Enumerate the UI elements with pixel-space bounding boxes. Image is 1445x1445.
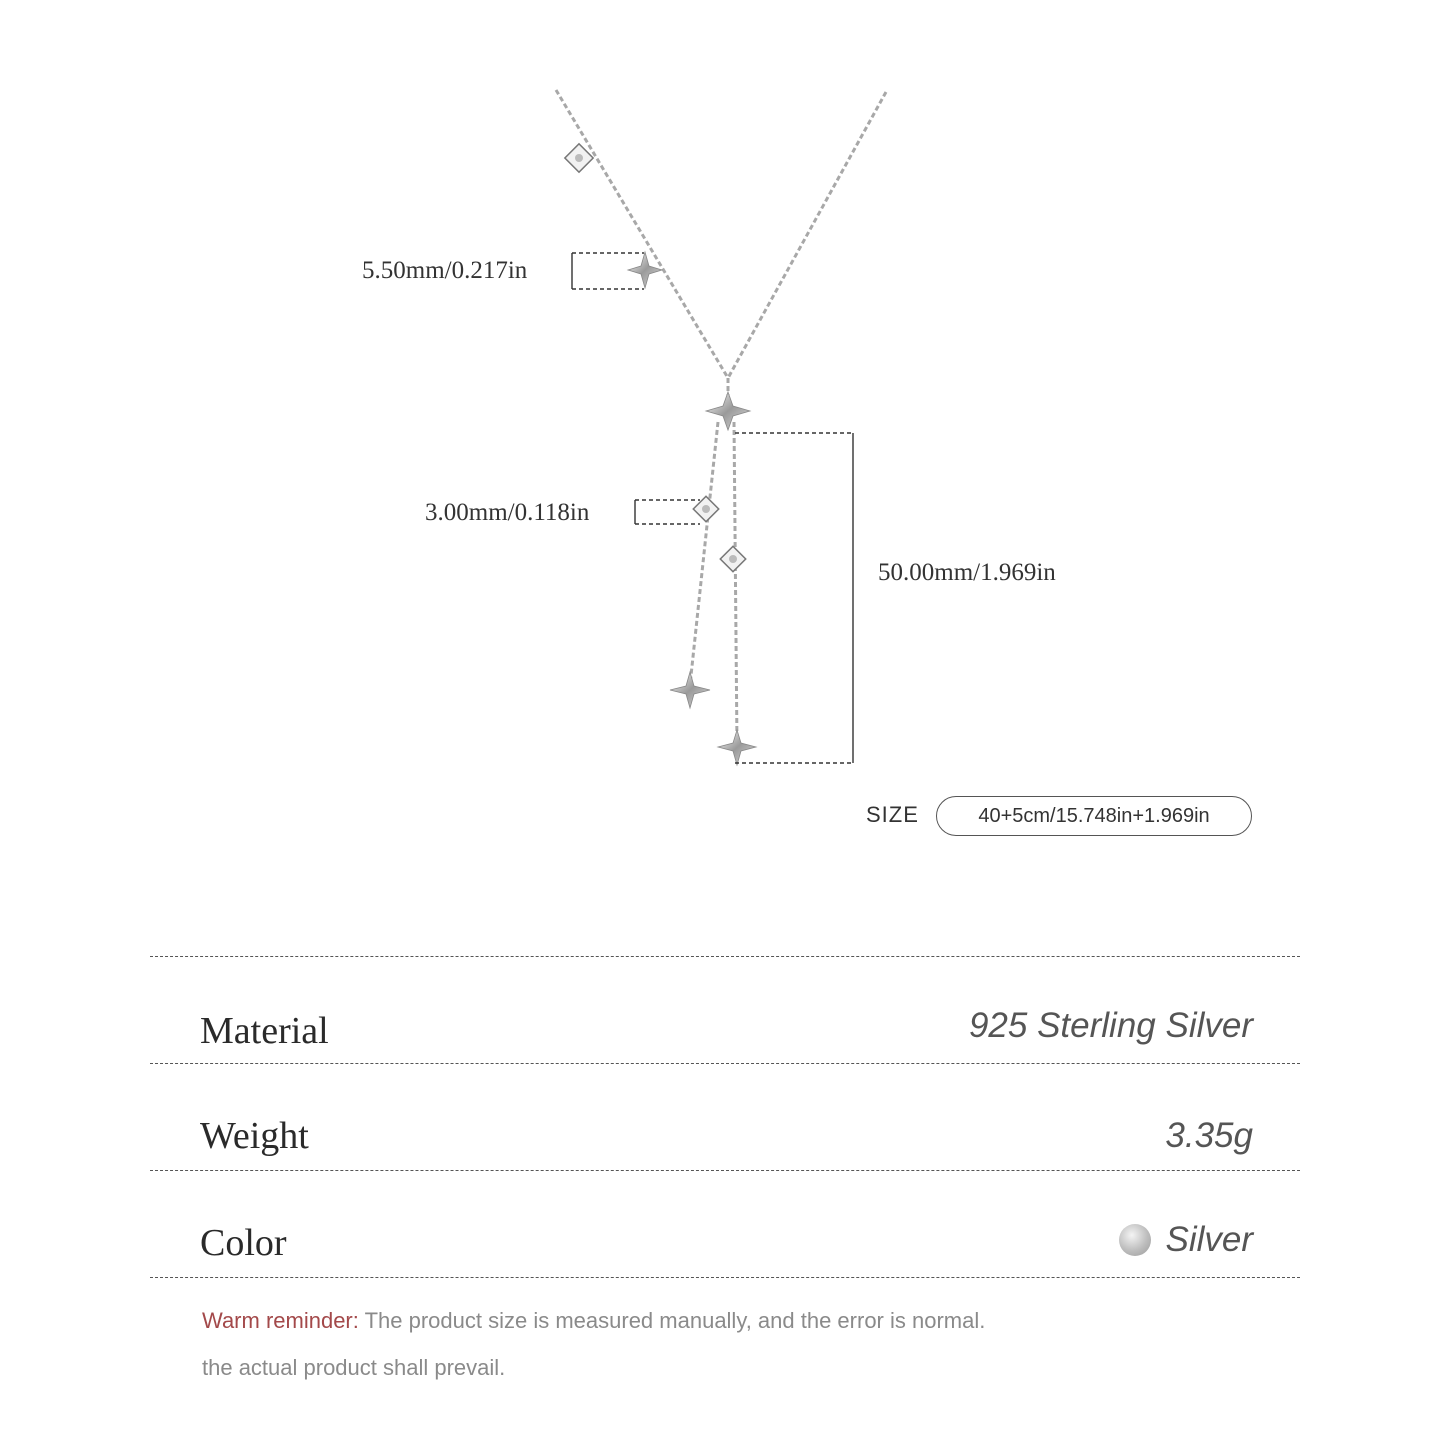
star-size-label: 5.50mm/0.217in xyxy=(362,257,528,284)
warm-reminder-text: The product size is measured manually, and the error is normal. xyxy=(358,1308,986,1333)
divider xyxy=(150,956,1300,957)
size-label: SIZE xyxy=(866,802,919,827)
divider xyxy=(150,1277,1300,1278)
divider xyxy=(150,1170,1300,1171)
spec-key-color: Color xyxy=(200,1222,287,1264)
chain xyxy=(556,90,886,745)
spec-value-material-text: 925 Sterling Silver xyxy=(968,1006,1253,1045)
spec-key-material: Material xyxy=(200,1010,329,1052)
spec-value-weight-text: 3.35g xyxy=(1165,1116,1253,1155)
stone-charm xyxy=(565,144,746,572)
size-value-badge: 40+5cm/15.748in+1.969in xyxy=(936,796,1252,836)
silver-swatch-icon xyxy=(1119,1224,1151,1256)
spec-value-color-text: Silver xyxy=(1165,1220,1253,1259)
divider xyxy=(150,1063,1300,1064)
spec-value-weight xyxy=(1165,1118,1253,1153)
drop-length-label: 50.00mm/1.969in xyxy=(878,559,1056,586)
warm-reminder-prefix: Warm reminder: xyxy=(202,1308,359,1333)
warm-reminder-note xyxy=(202,1310,985,1332)
spec-key-weight: Weight xyxy=(200,1115,309,1157)
spec-value-material xyxy=(969,1008,1253,1043)
warm-reminder-line2: the actual product shall prevail. xyxy=(202,1355,506,1380)
stone-size-label: 3.00mm/0.118in xyxy=(425,499,590,526)
spec-value-color xyxy=(1119,1222,1253,1257)
